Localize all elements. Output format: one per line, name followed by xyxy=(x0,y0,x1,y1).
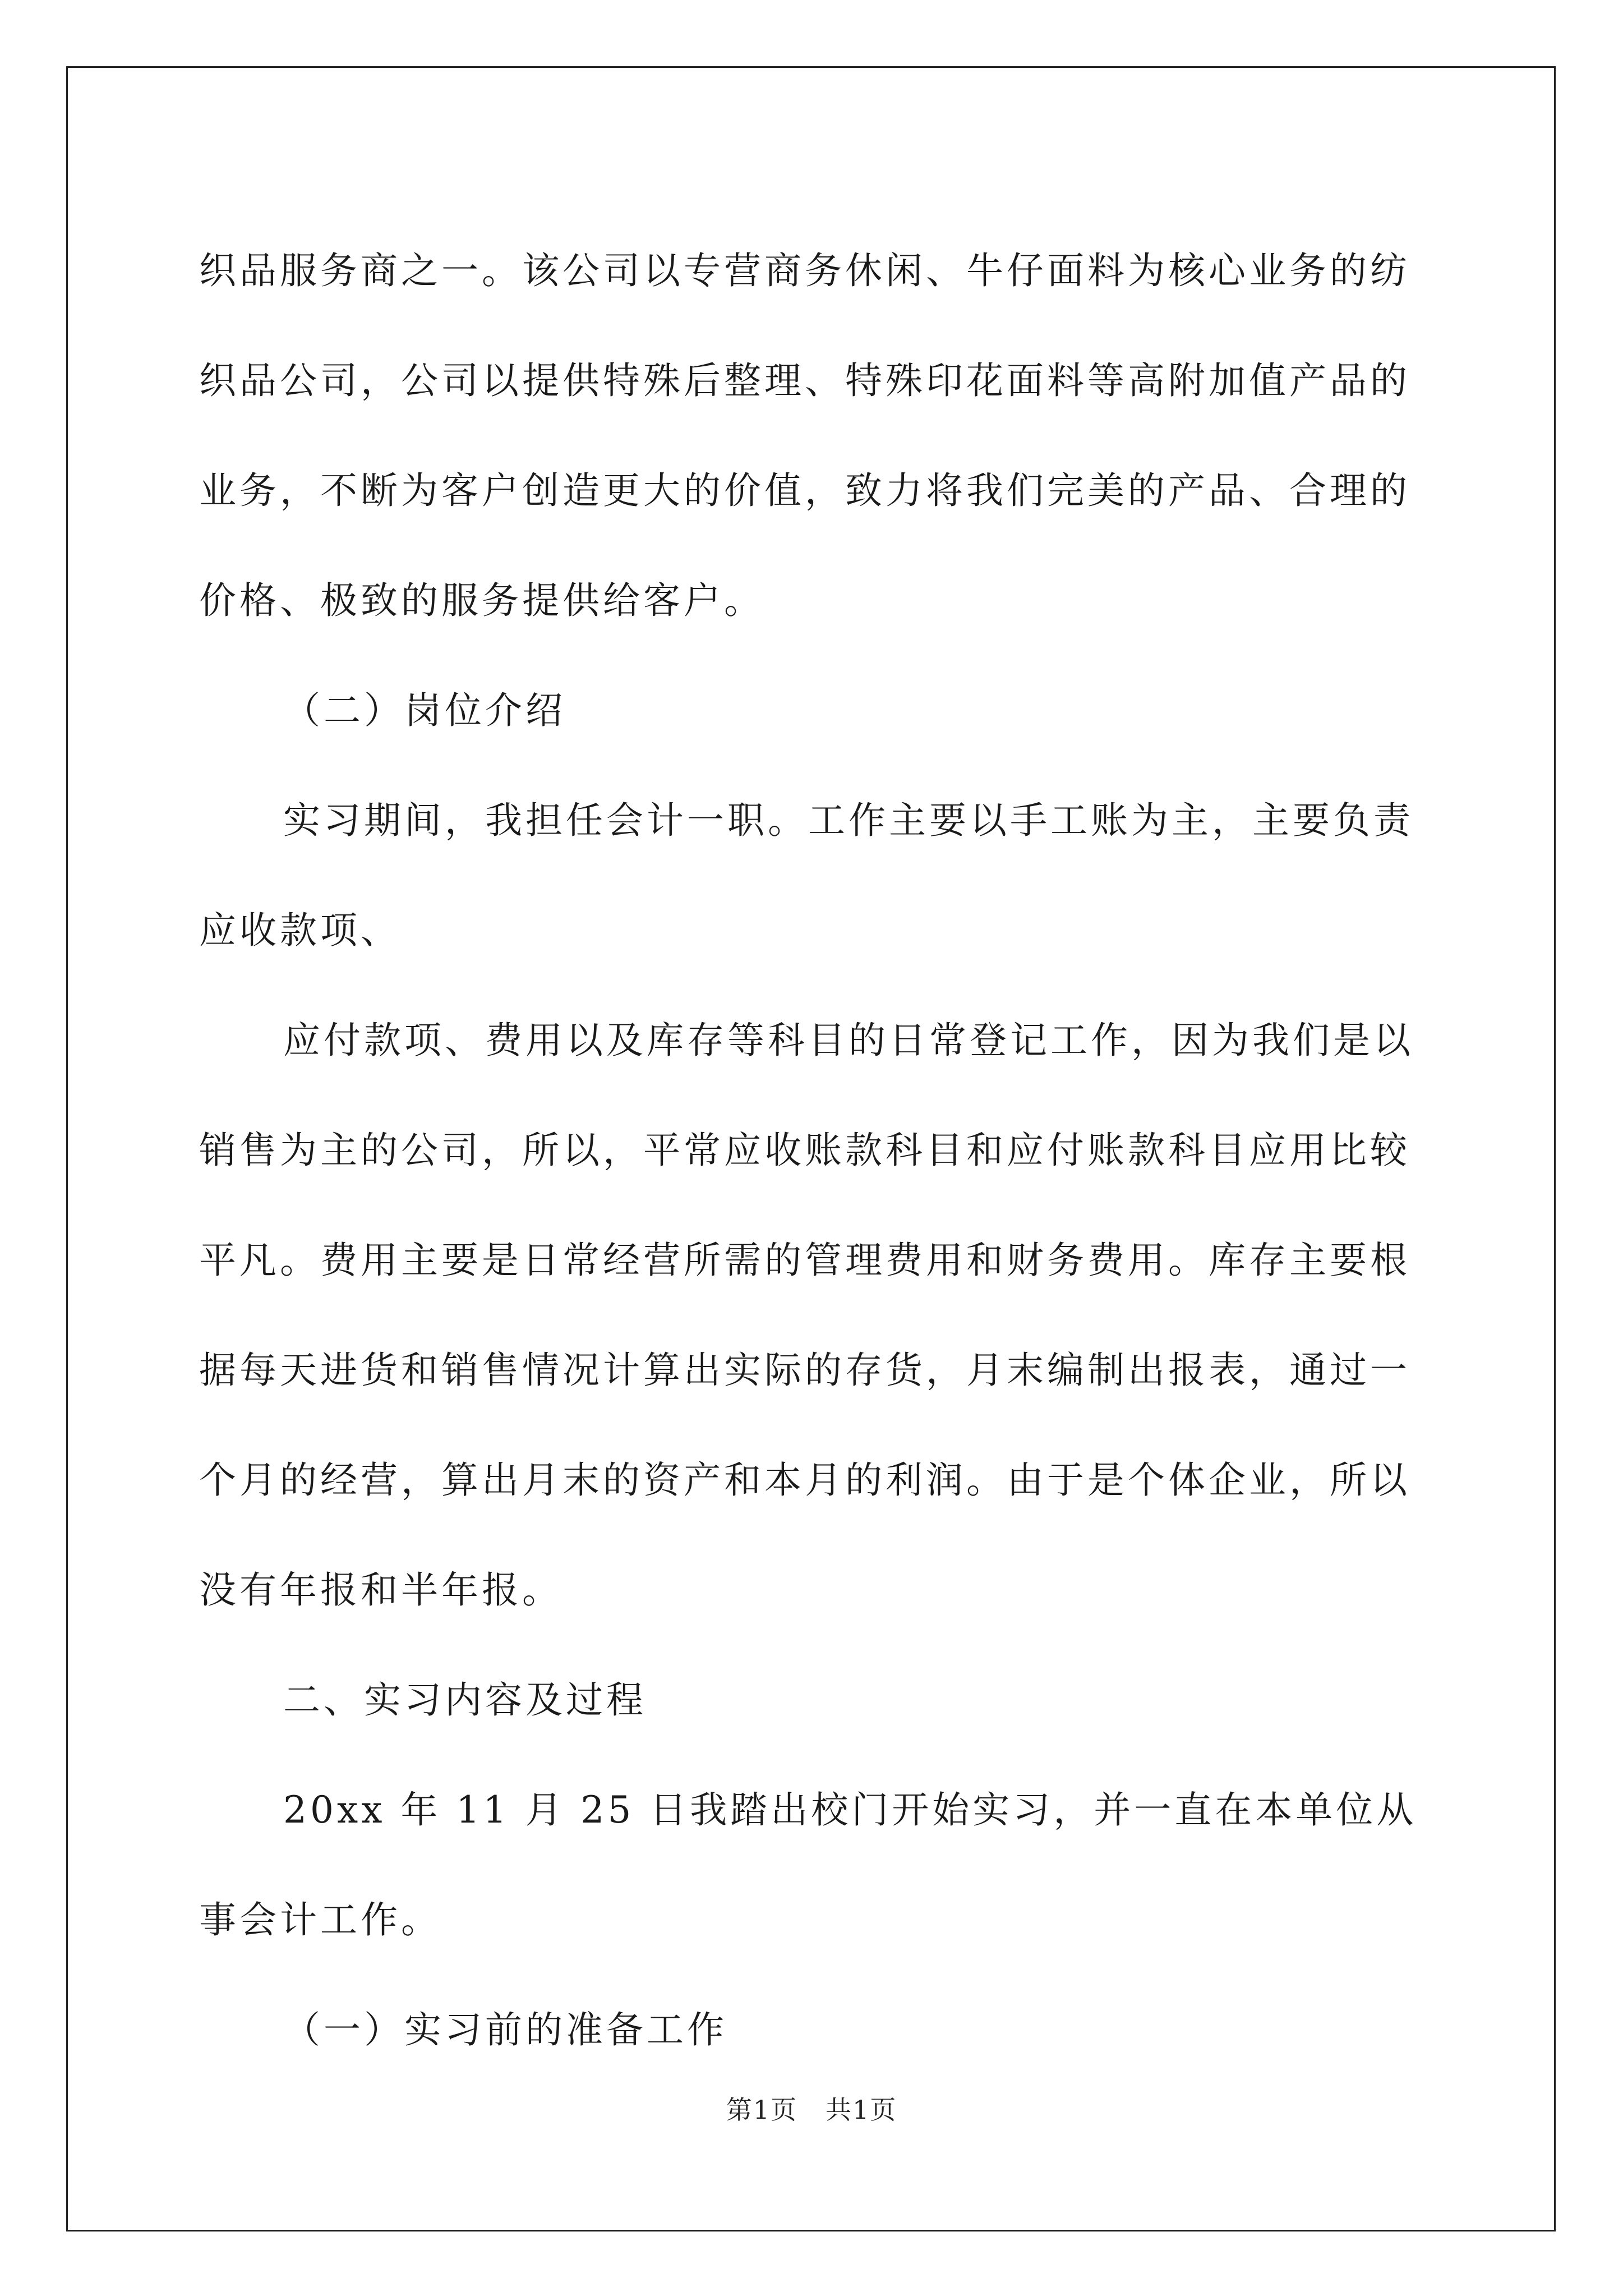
paragraph-role: 实习期间，我担任会计一职。工作主要以手工账为主，主要负责应收款项、 xyxy=(199,799,1414,952)
page-number: 第1页 xyxy=(726,2095,797,2125)
document-body xyxy=(199,216,1427,2085)
heading-job-intro: （二）岗位介绍 xyxy=(283,689,566,732)
heading-preparation: （一）实习前的准备工作 xyxy=(283,2008,727,2051)
page-footer xyxy=(0,2090,1623,2127)
paragraph-start-date: 20xx 年 11 月 25 日我踏出校门开始实习，并一直在本单位从事会计工作。 xyxy=(199,1788,1417,1941)
heading-internship-content: 二、实习内容及过程 xyxy=(283,1678,647,1722)
paragraph-company-intro: 织品服务商之一。该公司以专营商务休闲、牛仔面料为核心业务的纺织品公司，公司以提供特殊后整理、特殊印花面料等高附加值产品的业务，不断为客户创造更大的价值，致力将我们完美的产品、合理的价格、极致的服务提供给客户。 xyxy=(199,249,1410,622)
paragraph-duties: 应付款项、费用以及库存等科目的日常登记工作，因为我们是以销售为主的公司，所以，平常应收账款科目和应付账款科目应用比较平凡。费用主要是日常经营所需的管理费用和财务费用。库存主要根据每天进货和销售情况计算出实际的存货，月末编制出报表，通过一个月的经营，算出月末的资产和本月的利润。由于是个体企业，所以没有年报和半年报。 xyxy=(199,1019,1414,1612)
page-total: 共1页 xyxy=(826,2095,897,2125)
